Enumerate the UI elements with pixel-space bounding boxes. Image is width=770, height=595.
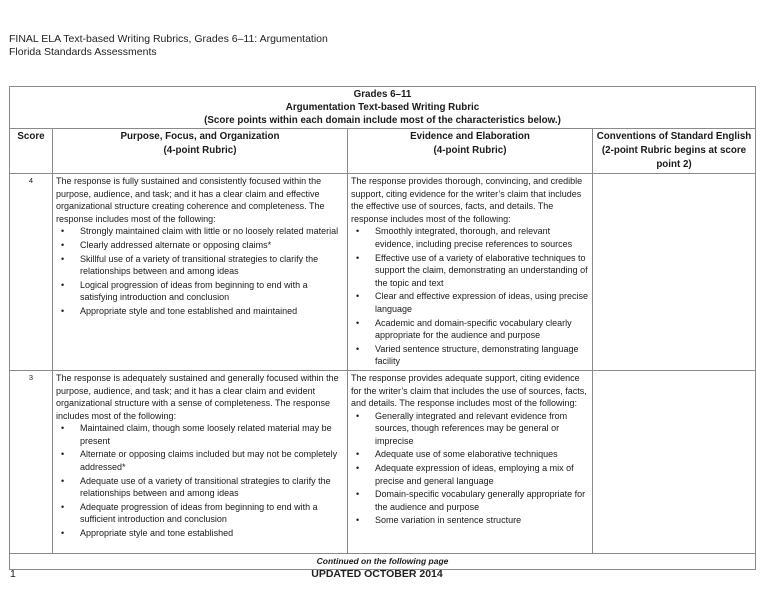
list-item: • Maintained claim, though some loosely related material may be present (80, 422, 344, 447)
evidence-cell (348, 370, 593, 553)
purpose-intro: The response is adequately sustained and generally focused within the purpose, audience, and task; and it has a clear claim and evident organizational structure with a sense of completeness. The response includes most of the following: (56, 372, 339, 421)
list-item: • Generally integrated and relevant evidence from sources, though references may be general or imprecise (375, 410, 589, 448)
score-value: 3 (10, 370, 53, 553)
table-title-note: (Score points within each domain include most of the characteristics below.) (204, 115, 561, 126)
evidence-bullet-list (351, 225, 589, 368)
column-header-conventions (593, 129, 756, 174)
list-item: • Skillful use of a variety of transitional strategies to clarify the relationships between and among ideas (80, 253, 344, 278)
table-title (10, 87, 756, 129)
column-header-evidence (348, 129, 593, 174)
column-header-conventions-label: Conventions of Standard English (596, 131, 752, 142)
continued-row (10, 553, 756, 569)
column-header-evidence-points: (4-point Rubric) (433, 145, 507, 156)
evidence-bullet-list (351, 410, 589, 527)
column-header-purpose-label: Purpose, Focus, and Organization (120, 131, 280, 142)
page-number: 1 (10, 568, 16, 580)
list-item: • Adequate expression of ideas, employing a mix of precise and general language (375, 462, 589, 487)
conventions-cell (593, 174, 756, 371)
column-header-purpose-points: (4-point Rubric) (163, 145, 237, 156)
column-header-conventions-points: (2-point Rubric begins at score point 2) (601, 145, 747, 170)
column-header-purpose (53, 129, 348, 174)
purpose-bullet-list (56, 225, 344, 317)
table-title-row (10, 87, 756, 129)
list-item: • Effective use of a variety of elaborative techniques to support the claim, demonstrating an understanding of the topic and text (375, 252, 589, 290)
table-title-grades: Grades 6–11 (353, 89, 412, 100)
document-subtitle: Florida Standards Assessments (9, 46, 157, 58)
list-item: • Appropriate style and tone established (80, 527, 344, 540)
evidence-intro: The response provides adequate support, citing evidence for the writer’s claim that includes the use of sources, facts, and details. The response includes most of the following: (351, 372, 587, 409)
updated-date: UPDATED OCTOBER 2014 (311, 568, 443, 580)
list-item: • Alternate or opposing claims included but may not be completely addressed* (80, 448, 344, 473)
purpose-intro: The response is fully sustained and consistently focused within the purpose, audience, and task; and it has a clear claim and effective organizational structure creating coherence and completeness. The response includes most of the following: (56, 176, 325, 224)
column-header-row (10, 129, 756, 174)
rubric-table (9, 86, 756, 570)
score-value: 4 (10, 174, 53, 371)
column-header-score-label: Score (17, 131, 45, 142)
evidence-intro: The response provides thorough, convincing, and credible support, citing evidence for the writer’s claim that includes the effective use of sources, facts, and details. The response includes most of the following: (351, 176, 583, 224)
document-title: FINAL ELA Text-based Writing Rubrics, Grades 6–11: Argumentation (9, 33, 328, 45)
table-row-score-3 (10, 370, 756, 553)
table-row-score-4 (10, 174, 756, 371)
column-header-score (10, 129, 53, 174)
list-item: • Domain-specific vocabulary generally appropriate for the audience and purpose (375, 488, 589, 513)
list-item: • Smoothly integrated, thorough, and relevant evidence, including precise references to sources (375, 225, 589, 250)
list-item: • Academic and domain-specific vocabulary clearly appropriate for the audience and purpose (375, 317, 589, 342)
document-header (9, 33, 328, 59)
evidence-cell (348, 174, 593, 371)
list-item: • Strongly maintained claim with little or no loosely related material (80, 225, 344, 238)
list-item: • Adequate progression of ideas from beginning to end with a sufficient introduction and conclusion (80, 501, 344, 526)
column-header-evidence-label: Evidence and Elaboration (410, 131, 530, 142)
list-item: • Adequate use of a variety of transitional strategies to clarify the relationships between and among ideas (80, 475, 344, 500)
list-item: • Some variation in sentence structure (375, 514, 589, 527)
purpose-cell (53, 370, 348, 553)
table-title-rubric: Argumentation Text-based Writing Rubric (285, 102, 480, 113)
list-item: • Clearly addressed alternate or opposing claims* (80, 239, 344, 252)
list-item: • Logical progression of ideas from beginning to end with a satisfying introduction and conclusion (80, 279, 344, 304)
purpose-cell (53, 174, 348, 371)
purpose-bullet-list (56, 422, 344, 539)
list-item: • Adequate use of some elaborative techniques (375, 448, 589, 461)
continued-note: Continued on the following page (10, 553, 756, 569)
list-item: • Varied sentence structure, demonstrating language facility (375, 343, 589, 368)
list-item: • Clear and effective expression of ideas, using precise language (375, 290, 589, 315)
conventions-cell (593, 370, 756, 553)
list-item: • Appropriate style and tone established and maintained (80, 305, 344, 318)
